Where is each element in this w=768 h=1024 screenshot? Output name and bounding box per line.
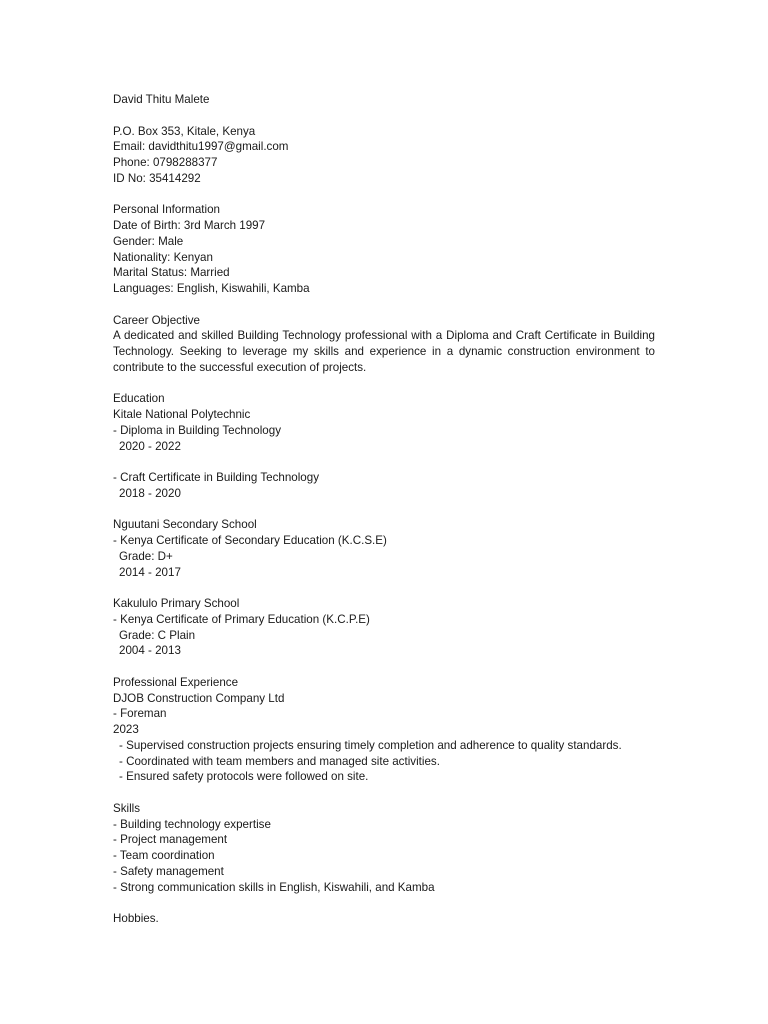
qualification-item: - Diploma in Building Technology — [113, 423, 281, 437]
resume-document — [113, 92, 655, 927]
spacer — [113, 297, 655, 313]
dob-line: Date of Birth: 3rd March 1997 — [113, 219, 266, 232]
spacer — [113, 895, 655, 911]
qualification-years: 2018 - 2020 — [119, 486, 181, 500]
duty-item: - Supervised construction projects ensuring timely completion and adherence to quality standards. — [119, 738, 622, 752]
career-objective-heading: Career Objective — [113, 313, 200, 327]
spacer — [113, 187, 655, 203]
spacer — [113, 785, 655, 801]
spacer — [113, 454, 655, 470]
qualification-item: - Kenya Certificate of Primary Education (K.C.P.E) — [113, 612, 370, 626]
job-role: - Foreman — [113, 707, 167, 721]
spacer — [113, 108, 655, 124]
spacer — [113, 376, 655, 392]
experience-heading: Professional Experience — [113, 675, 239, 689]
qualification-years: 2004 - 2013 — [119, 644, 181, 658]
skill-item: - Project management — [113, 833, 228, 847]
qualification-item: - Craft Certificate in Building Technology — [113, 471, 319, 484]
gender-line: Gender: Male — [113, 234, 184, 248]
education-heading: Education — [113, 392, 165, 406]
qualification-item: - Kenya Certificate of Secondary Education (K.C.S.E) — [113, 534, 387, 547]
id-number-line: ID No: 35414292 — [113, 171, 201, 185]
spacer — [113, 580, 655, 596]
skill-item: - Building technology expertise — [113, 817, 271, 831]
company-name: DJOB Construction Company Ltd — [113, 691, 285, 705]
skill-item: - Strong communication skills in English, Kiswahili, and Kamba — [113, 880, 435, 894]
job-year: 2023 — [113, 723, 139, 736]
skills-heading: Skills — [113, 801, 141, 815]
school-name: Kakululo Primary School — [113, 597, 240, 610]
duty-item: - Ensured safety protocols were followed on site. — [119, 770, 369, 784]
qualification-grade: Grade: D+ — [119, 549, 173, 563]
phone-line: Phone: 0798288377 — [113, 156, 218, 169]
qualification-years: 2014 - 2017 — [119, 565, 181, 579]
nationality-line: Nationality: Kenyan — [113, 250, 213, 264]
hobbies-heading: Hobbies. — [113, 912, 159, 925]
spacer — [113, 502, 655, 518]
address-line: P.O. Box 353, Kitale, Kenya — [113, 124, 256, 138]
candidate-name: David Thitu Malete — [113, 93, 210, 106]
marital-status-line: Marital Status: Married — [113, 266, 230, 280]
school-name: Nguutani Secondary School — [113, 518, 257, 532]
skill-item: - Safety management — [113, 864, 224, 878]
spacer — [113, 659, 655, 675]
career-objective-text: A dedicated and skilled Building Technology professional with a Diploma and Craft Certificate in Building Technology. Seeking to leverage my skills and experience in a dynamic construction environment to contribute to the successful execution of projects. — [113, 329, 655, 374]
qualification-grade: Grade: C Plain — [119, 628, 196, 642]
school-name: Kitale National Polytechnic — [113, 408, 251, 421]
languages-line: Languages: English, Kiswahili, Kamba — [113, 282, 310, 295]
email-line: Email: davidthitu1997@gmail.com — [113, 140, 289, 154]
personal-info-heading: Personal Information — [113, 203, 220, 217]
duty-item: - Coordinated with team members and managed site activities. — [119, 754, 440, 768]
skill-item: - Team coordination — [113, 849, 215, 862]
qualification-years: 2020 - 2022 — [119, 439, 181, 453]
